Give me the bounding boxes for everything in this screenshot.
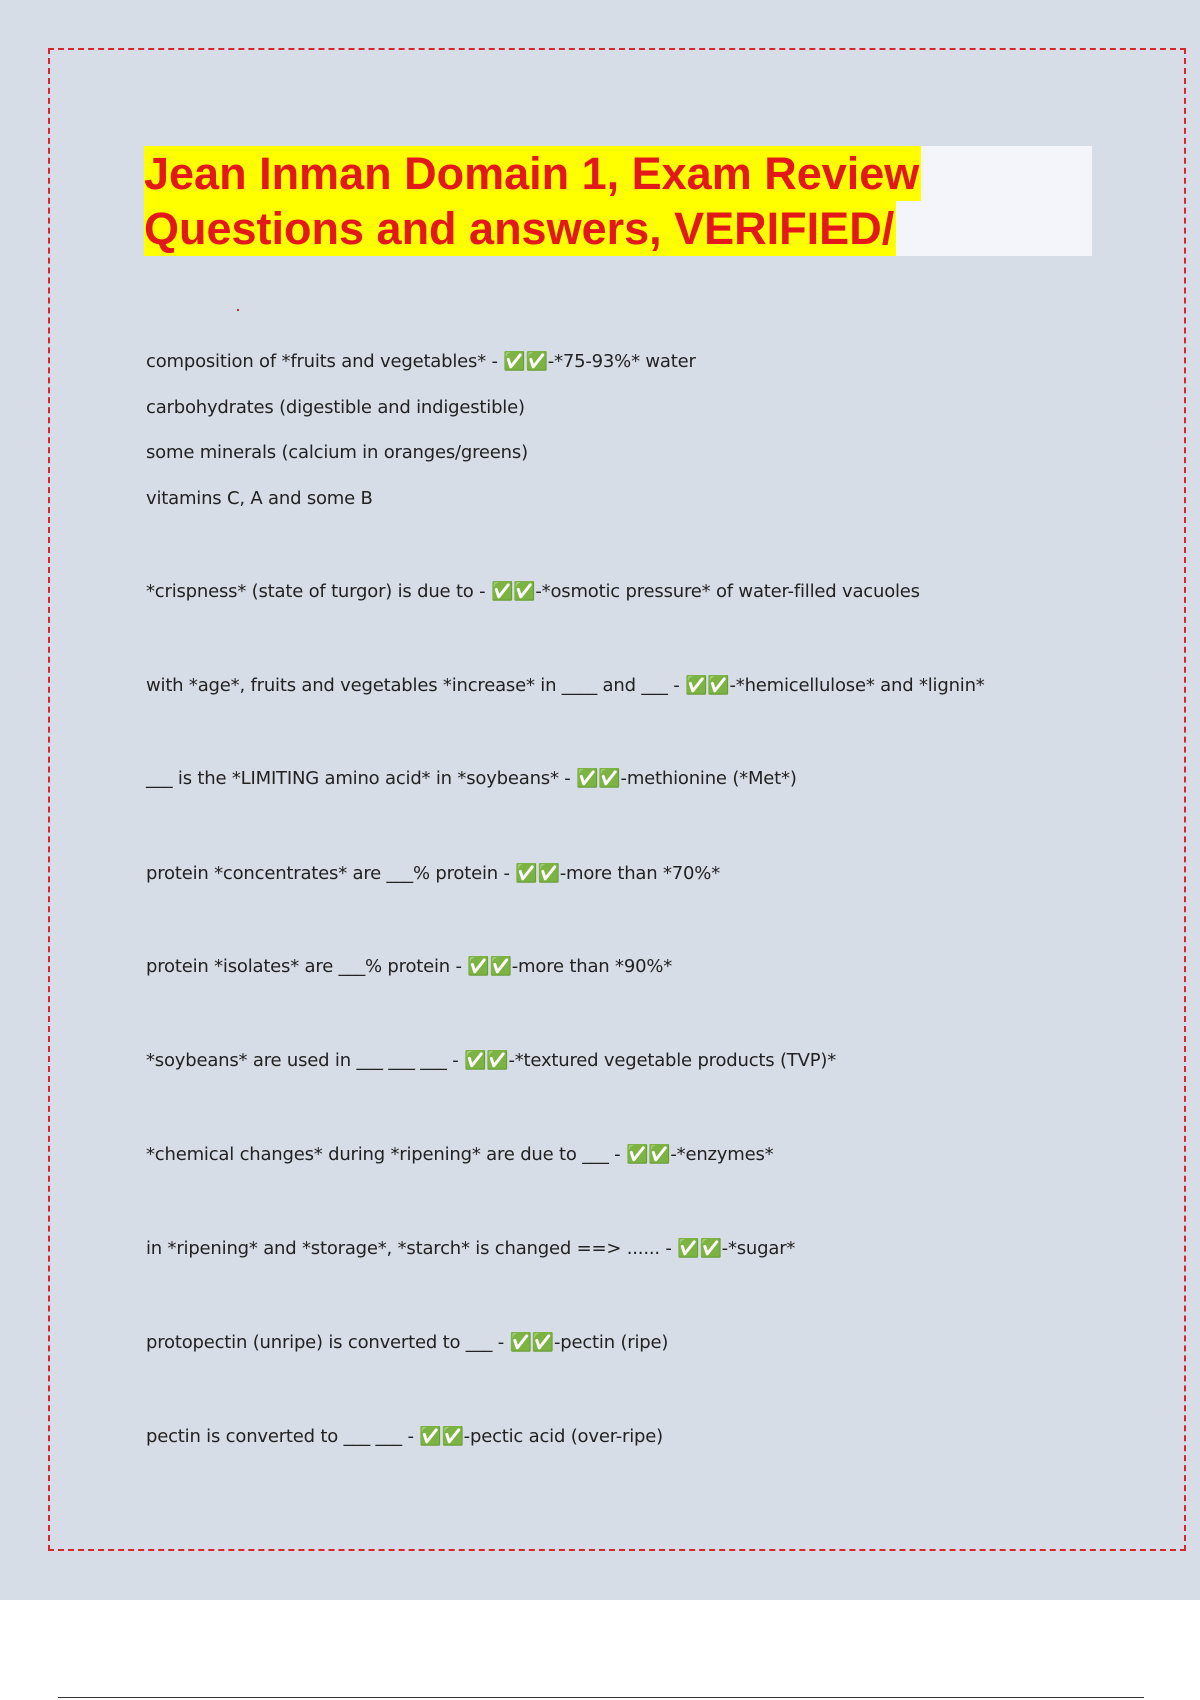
qa-item: *chemical changes* during *ripening* are due to ___ - ✅✅-*enzymes* (146, 1144, 774, 1165)
qa-item: with *age*, fruits and vegetables *increase* in ____ and ___ - ✅✅-*hemicellulose* and *lignin* (146, 675, 985, 696)
qa-item: protein *isolates* are ___% protein - ✅✅-more than *90%* (146, 956, 673, 977)
document-title-line-2: Questions and answers, VERIFIED/ (144, 203, 895, 254)
page-border (48, 48, 1186, 1551)
qa-item: in *ripening* and *storage*, *starch* is changed ==> ...... - ✅✅-*sugar* (146, 1238, 796, 1259)
qa-item: protein *concentrates* are ___% protein - ✅✅-more than *70%* (146, 863, 721, 884)
qa-item: pectin is converted to ___ ___ - ✅✅-pectic acid (over-ripe) (146, 1426, 663, 1447)
qa-item: vitamins C, A and some B (146, 488, 373, 509)
bottom-rule (58, 1697, 1144, 1698)
qa-item: ___ is the *LIMITING amino acid* in *soybeans* - ✅✅-methionine (*Met*) (146, 768, 797, 789)
decorative-dot (237, 309, 239, 311)
qa-item: *soybeans* are used in ___ ___ ___ - ✅✅-*textured vegetable products (TVP)* (146, 1050, 836, 1071)
qa-item: protopectin (unripe) is converted to ___ - ✅✅-pectin (ripe) (146, 1332, 669, 1353)
qa-item: *crispness* (state of turgor) is due to - ✅✅-*osmotic pressure* of water-filled vacuoles (146, 581, 920, 602)
document-title-line-1: Jean Inman Domain 1, Exam Review (144, 148, 920, 199)
qa-item: carbohydrates (digestible and indigestible) (146, 397, 525, 418)
qa-item: some minerals (calcium in oranges/greens) (146, 442, 528, 463)
qa-item: composition of *fruits and vegetables* - ✅✅-*75-93%* water (146, 351, 696, 372)
